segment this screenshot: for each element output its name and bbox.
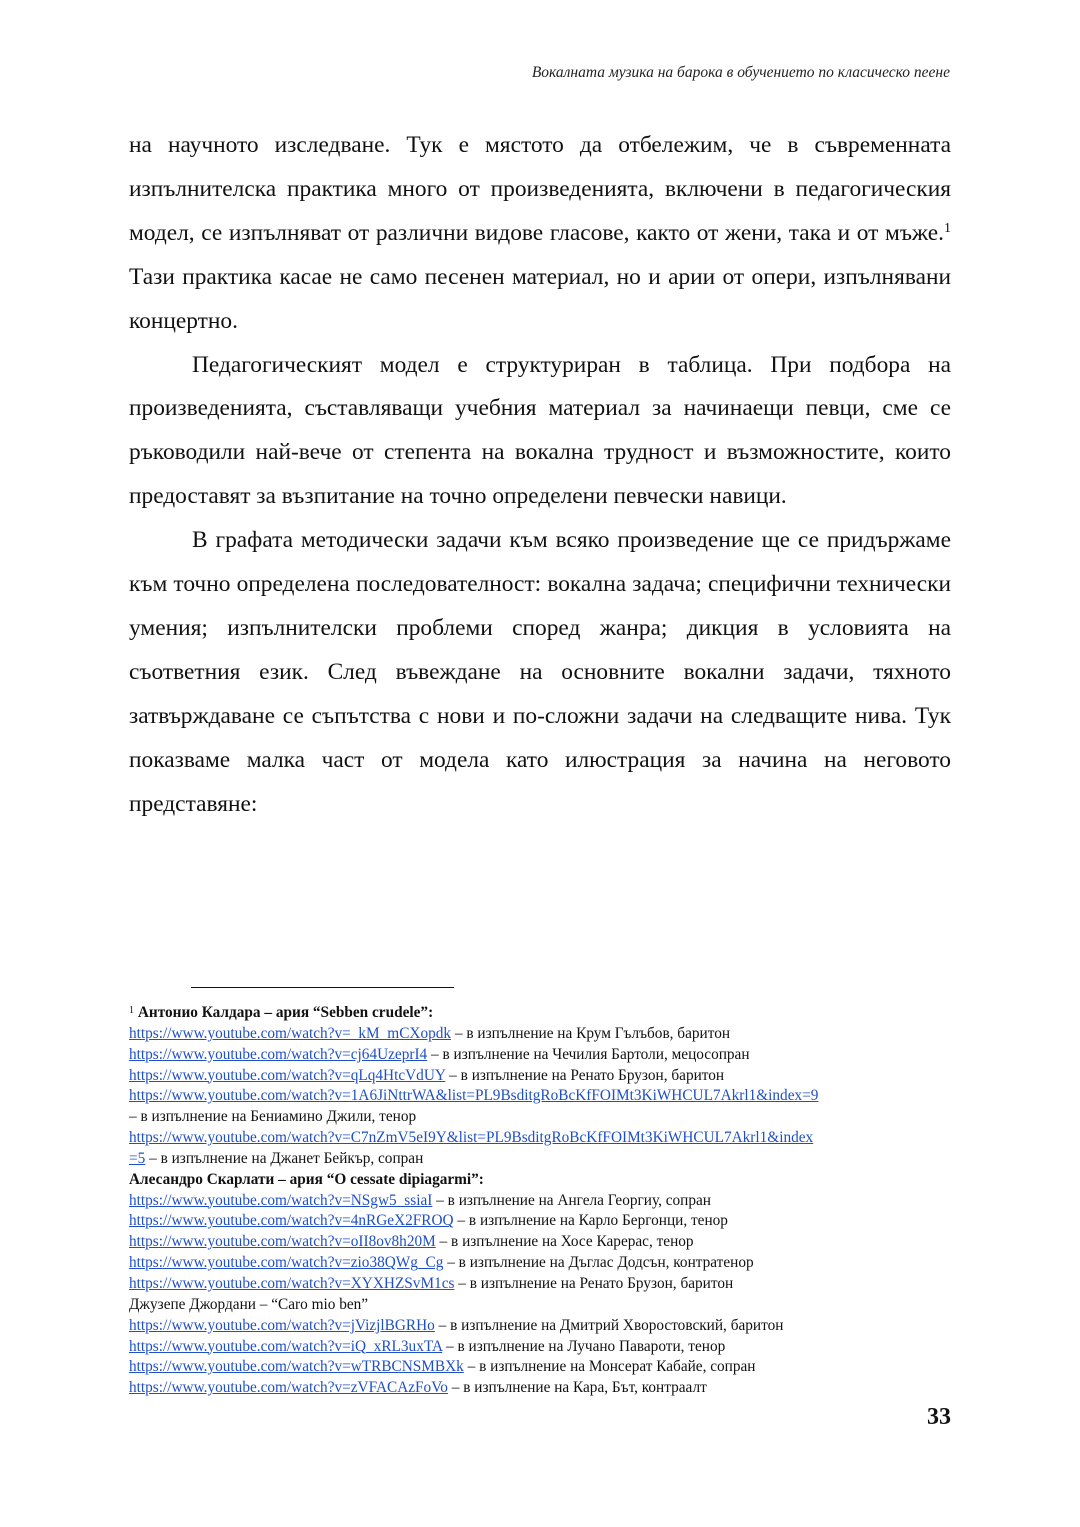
youtube-link[interactable]: https://www.youtube.com/watch?v=zio38QWg_Cg [129, 1254, 444, 1272]
performer-info: – в изпълнение на Монсерат Кабайе, сопран [463, 1358, 756, 1376]
youtube-link[interactable]: https://www.youtube.com/watch?v=NSgw5_ssiaI [129, 1191, 433, 1209]
running-header: Вокалната музика на барока в обучението по класическо пеене [531, 64, 950, 81]
performer-info: – в изпълнение на Крум Гълъбов, баритон [451, 1024, 731, 1042]
footnote-line [129, 1024, 959, 1045]
paragraph-2: Педагогическият модел е структуриран в таблица. При подбора на произведенията, съставляващи учебния материал за начинаещи певци, сме се ръководили най-вече от степента на вокална трудност и възможностите, които предоставят за възпитание на точно определени певчески навици. [129, 351, 951, 510]
youtube-link[interactable]: https://www.youtube.com/watch?v=jVizjlBGRHo [129, 1316, 435, 1334]
footnote-line [129, 1211, 959, 1232]
footnotes [129, 1003, 959, 1399]
performer-info: – в изпълнение на Ангела Георгиу, сопран [432, 1191, 711, 1209]
paragraph-1-part-b: Тази практика касае не само песенен материал, но и арии от опери, изпълнявани концертно. [129, 263, 951, 334]
footnote-separator [191, 987, 454, 988]
paragraph-1 [129, 124, 951, 344]
youtube-link[interactable]: https://www.youtube.com/watch?v=cj64UzeprI4 [129, 1045, 428, 1063]
group-heading-caldara: Антонио Калдара – ария “Sebben crudele”: [137, 1004, 434, 1021]
footnote-line [129, 1274, 959, 1295]
footnote-heading [129, 1003, 959, 1024]
footnote-line [129, 1128, 959, 1149]
footnote-line [129, 1191, 959, 1212]
performer-info: – в изпълнение на Джанет Бейкър, сопран [145, 1149, 424, 1167]
page-number: 33 [927, 1404, 951, 1430]
youtube-link[interactable]: https://www.youtube.com/watch?v=iQ_xRL3uxTA [129, 1337, 443, 1355]
performer-info: – в изпълнение на Кара, Бът, контраалт [447, 1379, 707, 1397]
paragraph-3: В графата методически задачи към всяко произведение ще се придържаме към точно определена последователност: вокална задача; специфични технически умения; изпълнителски проблеми според жанра; дикция в условията на съответния език. След въвеждане на основните вокални задачи, тяхното затвърждаване се съпътства с нови и по-сложни задачи на следващите нива. Тук показваме малка част от модела като илюстрация за начина на неговото представяне: [129, 527, 951, 817]
footnote-reference[interactable]: 1 [944, 220, 951, 236]
youtube-link[interactable]: https://www.youtube.com/watch?v=4nRGeX2FROQ [129, 1212, 454, 1230]
youtube-link[interactable]: https://www.youtube.com/watch?v=zVFACAzFoVo [129, 1379, 448, 1397]
youtube-link[interactable]: https://www.youtube.com/watch?v=qLq4HtcVdUY [129, 1066, 446, 1084]
performer-info: – в изпълнение на Ренато Брузон, баритон [454, 1274, 734, 1292]
footnote-line [129, 1337, 959, 1358]
youtube-link[interactable]: https://www.youtube.com/watch?v=oII8ov8h20M [129, 1233, 436, 1251]
performer-info: – в изпълнение на Лучано Павароти, тенор [442, 1337, 726, 1355]
footnote-line [129, 1149, 959, 1170]
footnote-line [129, 1378, 959, 1399]
group-heading-giordani: Джузепе Джордани – “Caro mio ben” [129, 1295, 369, 1313]
youtube-link[interactable]: https://www.youtube.com/watch?v=1A6JiNttrWA&list=PL9BsditgRoBcKfFOIMt3KiWHCUL7Akrl1&index=9 [129, 1087, 819, 1105]
footnote-line [129, 1357, 959, 1378]
footnote-line [129, 1086, 959, 1107]
youtube-link[interactable]: https://www.youtube.com/watch?v=XYXHZSvM1cs [129, 1274, 455, 1292]
performer-info: – в изпълнение на Дъглас Додсън, контратенор [443, 1254, 754, 1272]
footnote-line [129, 1253, 959, 1274]
youtube-link[interactable]: https://www.youtube.com/watch?v=_kM_mCXopdk [129, 1024, 452, 1042]
footnote-line [129, 1107, 959, 1128]
performer-info: – в изпълнение на Ренато Брузон, баритон [445, 1066, 725, 1084]
paragraph-1-part-a: на научното изследване. Тук е мястото да отбележим, че в съвременната изпълнителска практика много от произведенията, включени в педагогическия модел, се изпълняват от различни видове гласове, както от жени, така и от мъже. [129, 132, 951, 246]
footnote-line [129, 1232, 959, 1253]
youtube-link-continued[interactable]: =5 [129, 1149, 146, 1167]
footnote-line [129, 1316, 959, 1337]
main-text [129, 124, 951, 827]
youtube-link[interactable]: https://www.youtube.com/watch?v=C7nZmV5eI9Y&list=PL9BsditgRoBcKfFOIMt3KiWHCUL7Akrl1&index [129, 1129, 814, 1147]
performer-info: – в изпълнение на Чечилия Бартоли, мецосопран [427, 1045, 750, 1063]
footnote-line [129, 1066, 959, 1087]
footnote-marker: 1 [129, 1005, 134, 1016]
performer-info: – в изпълнение на Карло Бергонци, тенор [453, 1212, 728, 1230]
group-heading-scarlatti: Алесандро Скарлати – ария “O cessate dipiagarmi”: [129, 1170, 484, 1188]
performer-info: – в изпълнение на Дмитрий Хворостовский, баритон [434, 1316, 784, 1334]
footnote-line [129, 1045, 959, 1066]
performer-info: – в изпълнение на Бениамино Джили, тенор [129, 1108, 417, 1126]
youtube-link[interactable]: https://www.youtube.com/watch?v=wTRBCNSMBXk [129, 1358, 464, 1376]
performer-info: – в изпълнение на Хосе Карерас, тенор [435, 1233, 694, 1251]
